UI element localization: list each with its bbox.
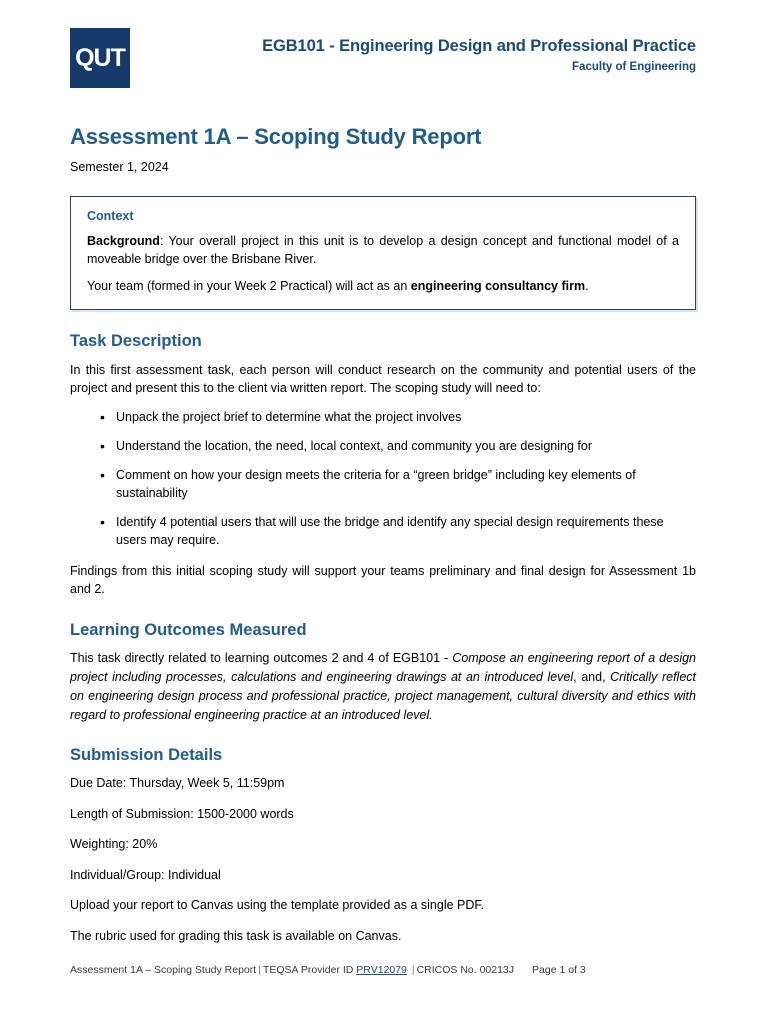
lo-italic-one: Compose an engineering report of a design project including processes, calculations and engineering drawings at an introduced level <box>70 651 697 685</box>
task-description-heading: Task Description <box>70 332 202 351</box>
qut-logo <box>70 28 130 88</box>
submission-weighting: Weighting: 20% <box>70 837 158 852</box>
footer-separator-2: | <box>411 964 415 977</box>
context-background-paragraph <box>87 232 679 268</box>
submission-details-heading: Submission Details <box>70 746 223 765</box>
list-item: • Understand the location, the need, local context, and community you are designing for <box>100 437 696 455</box>
submission-individual-group: Individual/Group: Individual <box>70 867 221 882</box>
footer-teqsa-label: TEQSA Provider ID <box>262 964 354 977</box>
page-title: Assessment 1A – Scoping Study Report <box>70 124 482 149</box>
footer-cricos: CRICOS No. 00213J <box>416 964 515 977</box>
learning-outcomes-paragraph <box>70 649 696 724</box>
document-content <box>0 124 768 945</box>
submission-upload-instruction: Upload your report to Canvas using the template provided as a single PDF. <box>70 898 485 913</box>
page-footer <box>0 963 768 978</box>
footer-separator-1: | <box>258 964 261 977</box>
submission-due-date: Due Date: Thursday, Week 5, 11:59pm <box>70 776 285 791</box>
footer-page-number: Page 1 of 3 <box>532 964 586 977</box>
learning-outcomes-heading: Learning Outcomes Measured <box>70 620 307 639</box>
header-title-block <box>130 28 696 74</box>
footer-content <box>70 963 696 978</box>
task-description-closing: Findings from this initial scoping study will support your teams preliminary and final design for Assessment 1b and 2. <box>70 563 696 597</box>
qut-logo-text: QUT <box>75 43 125 72</box>
context-team-text-before: Your team (formed in your Week 2 Practical) will act as an <box>87 278 411 293</box>
context-background-label: Background <box>87 233 160 248</box>
context-heading: Context <box>87 208 134 223</box>
lo-lead-text: This task directly related to learning outcomes 2 and 4 of EGB101 - <box>70 651 453 666</box>
submission-rubric-note: The rubric used for grading this task is available on Canvas. <box>70 928 402 943</box>
context-background-text: : Your overall project in this unit is to develop a design concept and functional model of a moveable bridge over the Brisbane River. <box>87 233 679 266</box>
faculty-title: Faculty of Engineering <box>572 60 696 73</box>
task-description-intro: In this first assessment task, each person will conduct research on the community and potential users of the project and present this to the client via written report. The scoping study will need to: <box>70 362 696 396</box>
list-item: • Unpack the project brief to determine what the project involves <box>100 408 696 426</box>
course-title: EGB101 - Engineering Design and Professional Practice <box>262 37 696 55</box>
lo-italic-two: Critically reflect on engineering design process and professional practice, project management, cultural diversity and ethics with regard to professional engineering practice at an introduced level. <box>70 670 696 722</box>
list-item: • Comment on how your design meets the criteria for a “green bridge” including key elements of sustainability <box>100 466 696 502</box>
task-bullet-list <box>70 408 696 550</box>
lo-mid-text: , and, <box>573 670 611 685</box>
page-header <box>0 0 768 88</box>
context-team-text-after: . <box>585 278 589 293</box>
context-team-bold: engineering consultancy firm <box>410 278 586 293</box>
list-item: • Identify 4 potential users that will use the bridge and identify any special design requirements these users may require. <box>100 513 696 549</box>
context-box <box>70 196 696 310</box>
context-team-paragraph <box>87 277 679 295</box>
footer-doc-name: Assessment 1A – Scoping Study Report <box>70 964 257 977</box>
submission-length: Length of Submission: 1500-2000 words <box>70 806 294 821</box>
semester-label: Semester 1, 2024 <box>70 160 169 175</box>
teqsa-provider-link[interactable]: PRV12079 <box>356 964 407 977</box>
